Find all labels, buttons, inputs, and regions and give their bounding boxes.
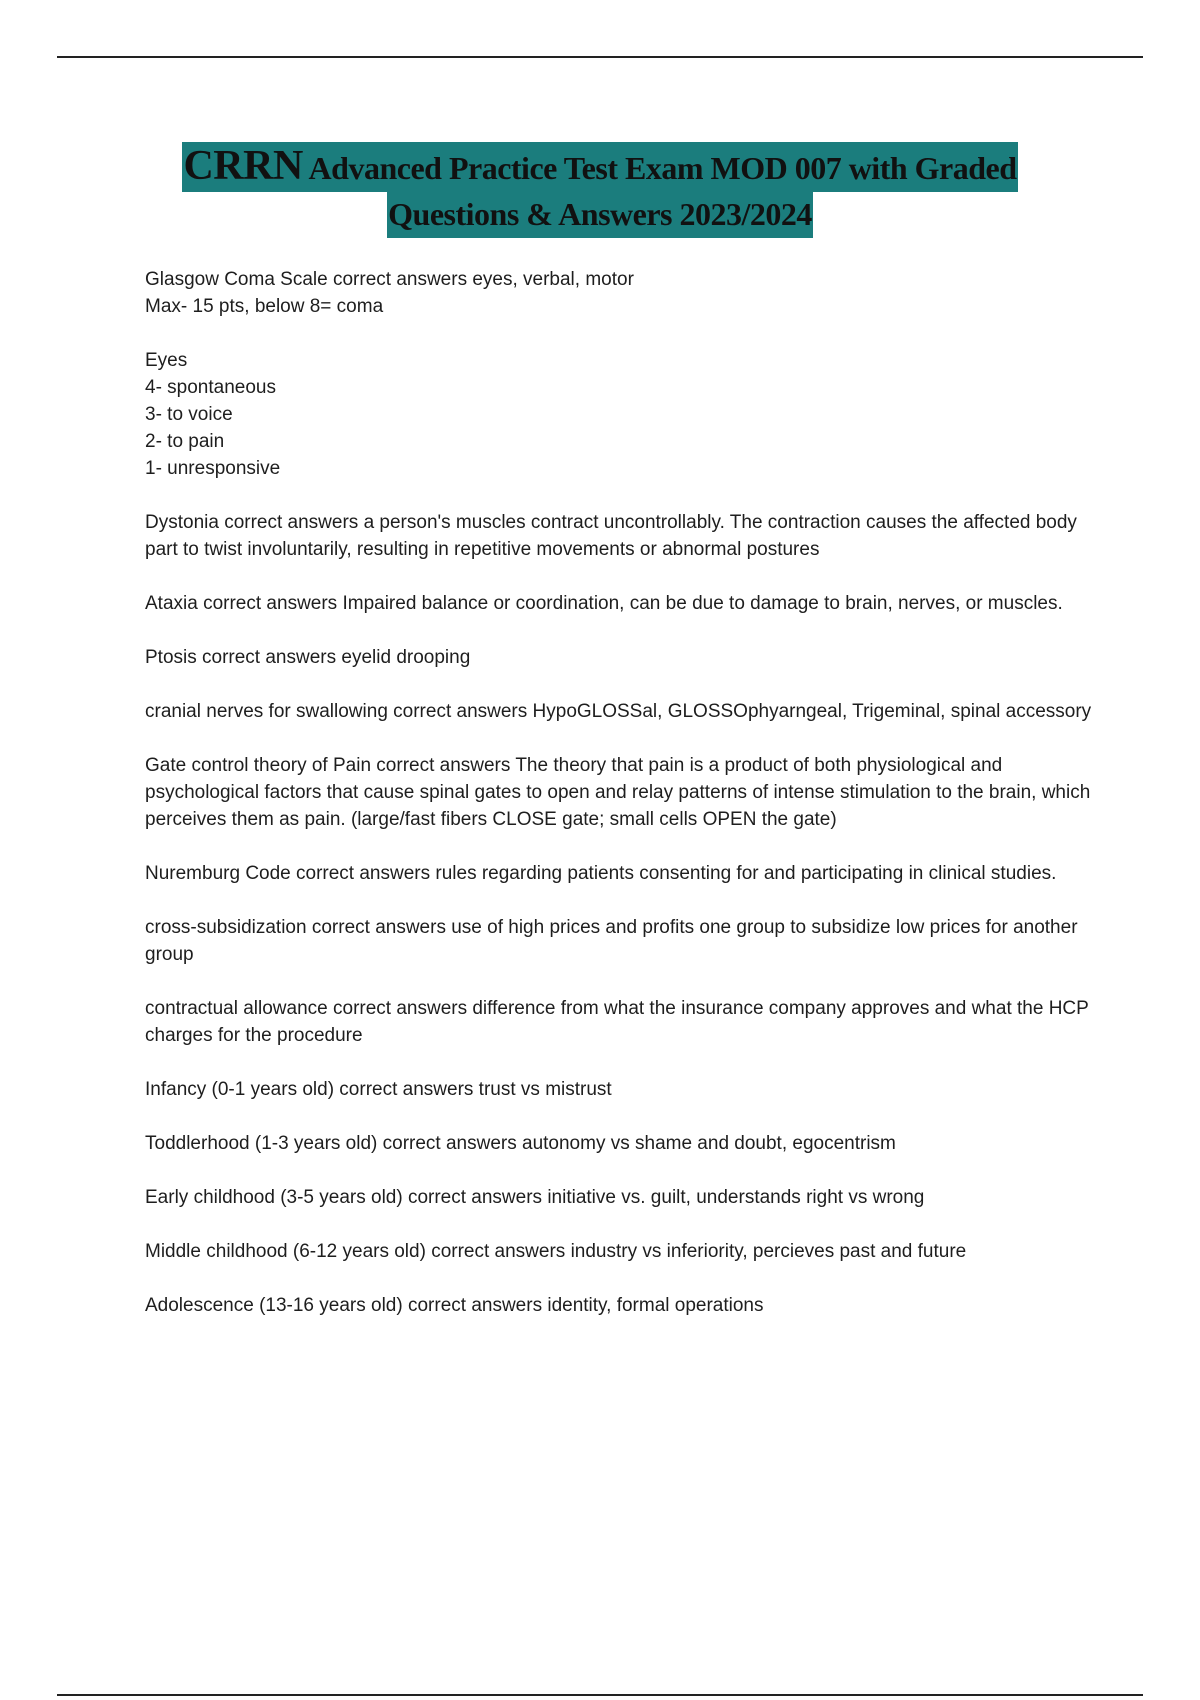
entry-contractual-allowance: contractual allowance correct answers difference from what the insurance company approves and what the HCP charges for the procedure (145, 998, 1089, 1046)
entry-toddlerhood: Toddlerhood (1-3 years old) correct answers autonomy vs shame and doubt, egocentrism (145, 1133, 896, 1154)
title-rest: Advanced Practice Test Exam MOD 007 with Graded (302, 150, 1017, 186)
entry-ptosis: Ptosis correct answers eyelid drooping (145, 647, 471, 668)
title-line-1 (182, 142, 1017, 192)
entry-nuremburg-code: Nuremburg Code correct answers rules regarding patients consenting for and participating in clinical studies. (145, 863, 1057, 884)
document-body (145, 266, 1095, 1346)
entry-adolescence: Adolescence (13-16 years old) correct answers identity, formal operations (145, 1295, 764, 1316)
document-title (0, 142, 1200, 238)
entry-early-childhood: Early childhood (3-5 years old) correct answers initiative vs. guilt, understands right vs wrong (145, 1187, 925, 1208)
entry-gate-control-theory: Gate control theory of Pain correct answers The theory that pain is a product of both physiological and psychological factors that cause spinal gates to open and relay patterns of intense stimulation to the brain, which perceives them as pain. (large/fast fibers CLOSE gate; small cells OPEN the gate) (145, 755, 1091, 830)
title-line-2: Questions & Answers 2023/2024 (387, 190, 813, 238)
entry-glasgow-coma-scale: Glasgow Coma Scale correct answers eyes, verbal, motor Max- 15 pts, below 8= coma (145, 269, 634, 317)
entry-middle-childhood: Middle childhood (6-12 years old) correct answers industry vs inferiority, percieves past and future (145, 1241, 967, 1262)
entry-eyes-scale: Eyes 4- spontaneous 3- to voice 2- to pain 1- unresponsive (145, 350, 281, 479)
bottom-rule (57, 1694, 1143, 1696)
top-rule (57, 56, 1143, 58)
entry-ataxia: Ataxia correct answers Impaired balance or coordination, can be due to damage to brain, nerves, or muscles. (145, 593, 1063, 614)
entry-cross-subsidization: cross-subsidization correct answers use of high prices and profits one group to subsidize low prices for another group (145, 917, 1078, 965)
entry-cranial-nerves: cranial nerves for swallowing correct answers HypoGLOSSal, GLOSSOphyarngeal, Trigeminal, spinal accessory (145, 701, 1092, 722)
entry-dystonia: Dystonia correct answers a person's muscles contract uncontrollably. The contraction causes the affected body part to twist involuntarily, resulting in repetitive movements or abnormal postures (145, 512, 1077, 560)
title-prefix: CRRN (183, 143, 303, 189)
entry-infancy: Infancy (0-1 years old) correct answers trust vs mistrust (145, 1079, 612, 1100)
